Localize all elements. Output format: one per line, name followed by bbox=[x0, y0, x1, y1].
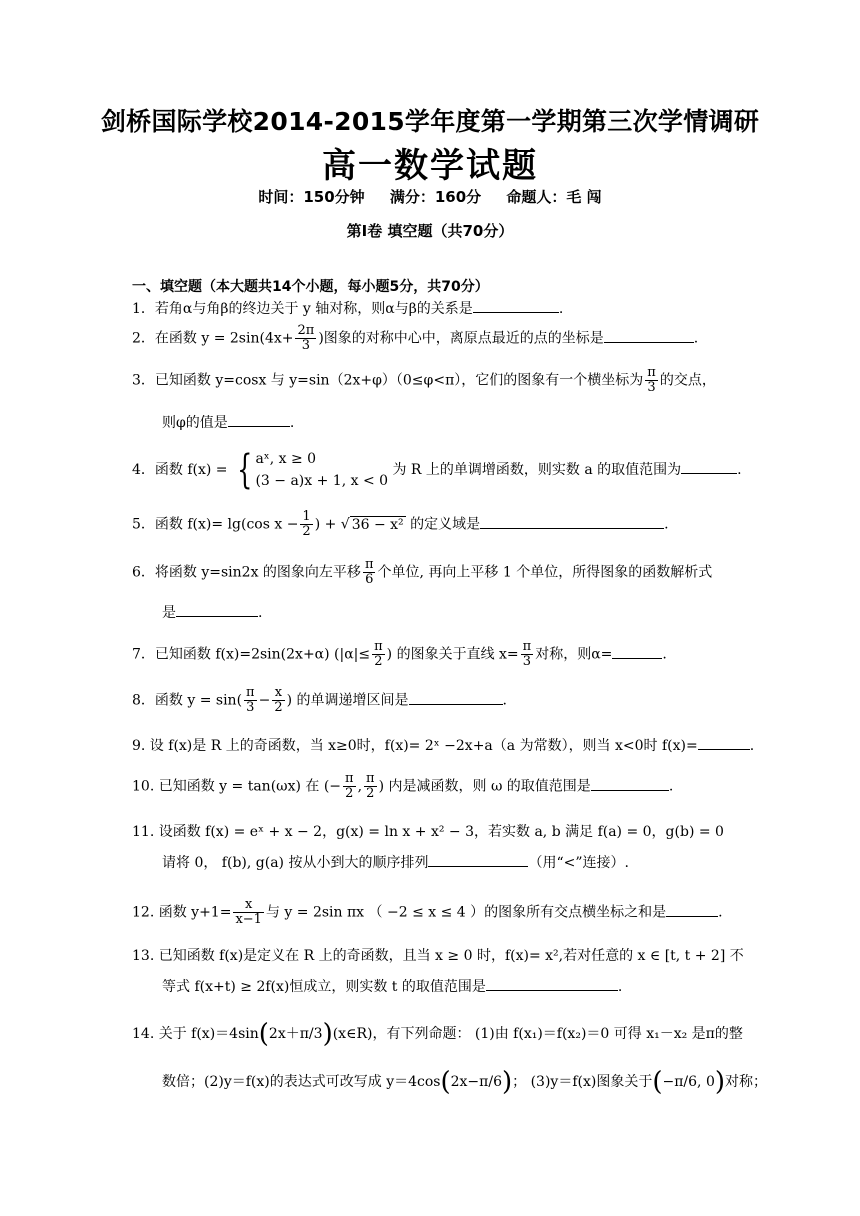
answer-blank bbox=[409, 690, 503, 705]
fraction: $\frac{x}{x-1}$ bbox=[235, 897, 262, 927]
piecewise-cases: aˣ, x ≥ 0 (3 − a)x + 1, x < 0 bbox=[255, 451, 389, 489]
answer-blank bbox=[176, 602, 258, 617]
left-brace: { bbox=[237, 447, 253, 493]
question-9: 9. 设 f(x)是 R 上的奇函数，当 x≥0时，f(x)= 2ˣ −2x+a（a 为常数），则当 x<0时 f(x)= . bbox=[132, 735, 732, 756]
fraction: $\frac{\pi}{2}$ bbox=[366, 771, 375, 801]
question-13: 13. 已知函数 f(x)是定义在 R 上的奇函数，且当 x ≥ 0 时，f(x)= x²,若对任意的 x ∈ [t, t + 2] 不 bbox=[132, 948, 744, 964]
exam-score: 满分：160分 bbox=[389, 188, 482, 206]
fraction: $\frac{1}{2}$ bbox=[302, 509, 311, 539]
fraction: $\frac{\pi}{3}$ bbox=[647, 365, 656, 395]
question-11-continued: 请将 0， f(b), g(a) 按从小到大的顺序排列 （用“<”连接）. bbox=[162, 852, 629, 873]
fraction: $\frac{\pi}{3}$ bbox=[246, 685, 255, 715]
question-5: 5．函数 f(x)= lg(cos x − $\frac{1}{2}$ ) + √ 36 − x² 的定义域是 . bbox=[132, 509, 669, 539]
question-8: 8．函数 y = sin( $\frac{\pi}{3}$ − $\frac{x}{2}$ ) 的单调递增区间是 . bbox=[132, 685, 507, 715]
answer-blank bbox=[612, 644, 662, 659]
question-3-continued: 则φ的值是 . bbox=[162, 412, 294, 433]
answer-blank bbox=[698, 735, 750, 750]
answer-blank bbox=[666, 902, 718, 917]
answer-blank bbox=[486, 976, 618, 991]
answer-blank bbox=[228, 412, 290, 427]
answer-blank bbox=[681, 459, 737, 474]
section-heading: 一、填空题（本大题共14个小题，每小题5分，共70分） bbox=[132, 279, 489, 295]
fraction: $\frac{2\pi}{3}$ bbox=[297, 323, 315, 353]
fraction: $\frac{x}{2}$ bbox=[274, 685, 283, 715]
answer-blank bbox=[480, 514, 664, 529]
answer-blank bbox=[473, 298, 559, 313]
fraction: $\frac{\pi}{2}$ bbox=[345, 771, 354, 801]
question-7: 7．已知函数 f(x)=2sin(2x+α) (|α|≤ $\frac{\pi}{2}$ ) 的图象关于直线 x= $\frac{\pi}{3}$ 对称，则α= . bbox=[132, 639, 667, 669]
answer-blank bbox=[591, 776, 669, 791]
question-11: 11. 设函数 f(x) = eˣ + x − 2，g(x) = ln x + x² − 3，若实数 a, b 满足 f(a) = 0，g(b) = 0 bbox=[132, 824, 724, 840]
question-14: 14. 关于 f(x)＝4sin(2x＋π/3)(x∈R)，有下列命题： (1)由 f(x₁)＝f(x₂)＝0 可得 x₁－x₂ 是π的整 bbox=[132, 1019, 743, 1049]
exam-title: 高一数学试题 bbox=[322, 146, 538, 186]
exam-author: 命题人：毛 闯 bbox=[506, 188, 602, 206]
fraction: $\frac{\pi}{6}$ bbox=[364, 557, 374, 587]
question-12: 12. 函数 y+1= $\frac{x}{x-1}$ 与 y = 2sin πx （ −2 ≤ x ≤ 4 ）的图象所有交点横坐标之和是 . bbox=[132, 897, 723, 927]
question-13-continued: 等式 f(x+t) ≥ 2f(x)恒成立，则实数 t 的取值范围是 . bbox=[162, 976, 622, 997]
school-title: 剑桥国际学校2014-2015学年度第一学期第三次学情调研 bbox=[100, 107, 760, 136]
answer-blank bbox=[428, 852, 528, 867]
volume-heading: 第Ⅰ卷 填空题（共70分） bbox=[346, 222, 514, 240]
exam-meta bbox=[0, 186, 860, 207]
question-4: 4．函数 f(x) = { aˣ, x ≥ 0 (3 − a)x + 1, x < 0 为 R 上的单调增函数，则实数 a 的取值范围为 . bbox=[132, 447, 742, 493]
answer-blank bbox=[604, 328, 694, 343]
question-3: 3．已知函数 y=cosx 与 y=sin（2x+φ）（0≤φ<π），它们的图象有一个横坐标为 $\frac{\pi}{3}$ 的交点， bbox=[132, 365, 716, 395]
fraction: $\frac{\pi}{3}$ bbox=[522, 639, 532, 669]
exam-time: 时间：150分钟 bbox=[258, 188, 365, 206]
question-6-continued: 是 . bbox=[162, 602, 262, 623]
question-1: 1．若角α与角β的终边关于 y 轴对称，则α与β的关系是 . bbox=[132, 298, 732, 319]
question-14-continued: 数倍；(2)y＝f(x)的表达式可改写成 y＝4cos(2x−π/6)； (3)y＝f(x)图象关于(−π/6, 0)对称； bbox=[162, 1067, 768, 1097]
question-6: 6．将函数 y=sin2x 的图象向左平移 $\frac{\pi}{6}$ 个单位, 再向上平移 1 个单位，所得图象的函数解析式 bbox=[132, 557, 713, 587]
question-2: 2．在函数 y = 2sin(4x+ $\frac{2\pi}{3}$ )图象的对称中心中，离原点最近的点的坐标是 . bbox=[132, 323, 699, 353]
fraction: $\frac{\pi}{2}$ bbox=[374, 639, 383, 669]
question-10: 10. 已知函数 y = tan(ωx) 在 (− $\frac{\pi}{2}$ , $\frac{\pi}{2}$ ) 内是减函数，则 ω 的取值范围是 . bbox=[132, 771, 674, 801]
